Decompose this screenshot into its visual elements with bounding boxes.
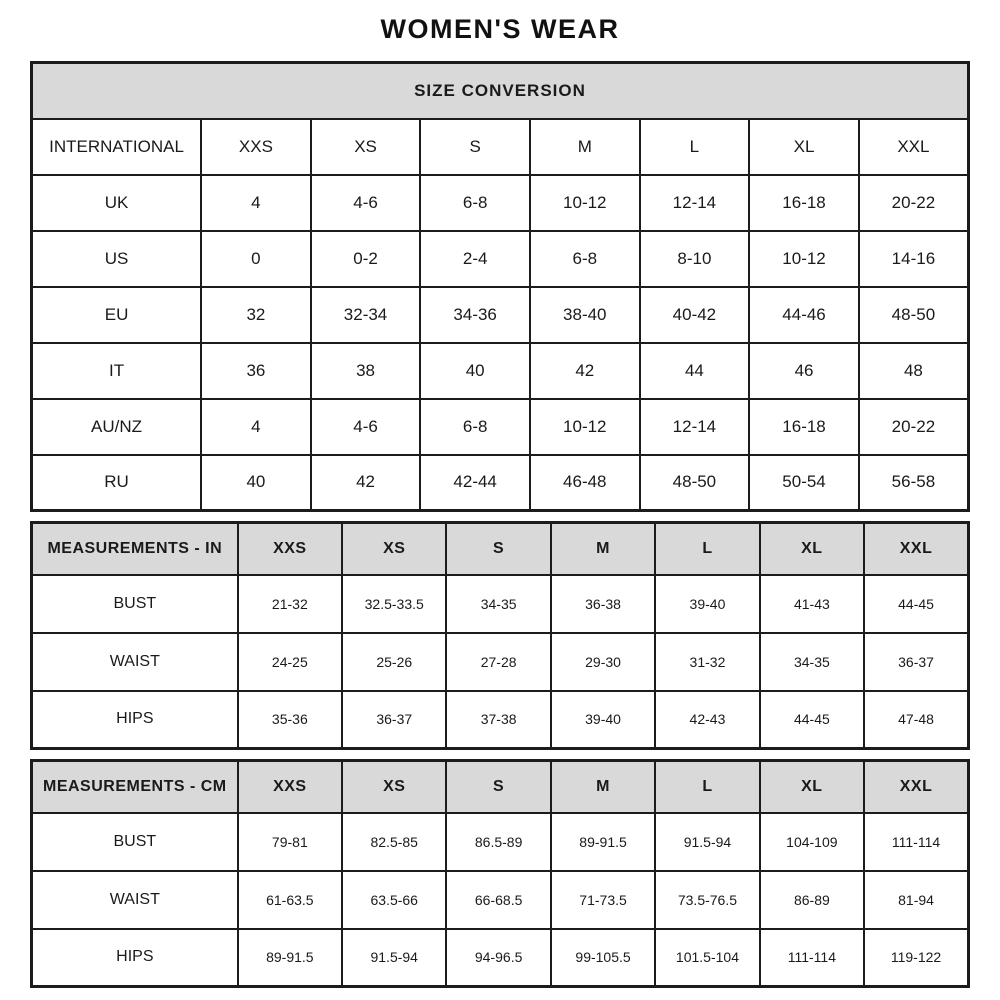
size-column-header-label: INTERNATIONAL (32, 119, 202, 175)
value-cell: 6-8 (530, 231, 640, 287)
measurements-in-column-header: XL (760, 523, 864, 575)
measurements-in-row (32, 691, 969, 749)
value-cell: 61-63.5 (238, 871, 342, 929)
value-cell: 4 (201, 175, 311, 231)
value-cell: 38 (311, 343, 421, 399)
size-conversion-row (32, 175, 969, 231)
value-cell: 31-32 (655, 633, 759, 691)
value-cell: 37-38 (446, 691, 550, 749)
row-label: AU/NZ (32, 399, 202, 455)
value-cell: 79-81 (238, 813, 342, 871)
measurements-in-row (32, 575, 969, 633)
value-cell: 36-37 (864, 633, 968, 691)
size-column-header: L (640, 119, 750, 175)
size-column-header: XS (311, 119, 421, 175)
value-cell: 99-105.5 (551, 929, 655, 987)
value-cell: 16-18 (749, 399, 859, 455)
measurements-cm-column-header: S (446, 761, 550, 813)
value-cell: 2-4 (420, 231, 530, 287)
value-cell: 40-42 (640, 287, 750, 343)
value-cell: 101.5-104 (655, 929, 759, 987)
value-cell: 104-109 (760, 813, 864, 871)
value-cell: 20-22 (859, 175, 969, 231)
measurements-in-row (32, 633, 969, 691)
value-cell: 39-40 (551, 691, 655, 749)
value-cell: 46-48 (530, 455, 640, 511)
measurements-in-column-header: S (446, 523, 550, 575)
value-cell: 16-18 (749, 175, 859, 231)
size-conversion-banner: SIZE CONVERSION (32, 63, 969, 119)
size-conversion-banner-row (32, 63, 969, 119)
value-cell: 32.5-33.5 (342, 575, 446, 633)
value-cell: 8-10 (640, 231, 750, 287)
value-cell: 27-28 (446, 633, 550, 691)
measurements-cm-column-header: M (551, 761, 655, 813)
value-cell: 32 (201, 287, 311, 343)
value-cell: 4 (201, 399, 311, 455)
measurements-cm-row (32, 813, 969, 871)
value-cell: 6-8 (420, 175, 530, 231)
value-cell: 73.5-76.5 (655, 871, 759, 929)
row-label: HIPS (32, 691, 238, 749)
row-label: US (32, 231, 202, 287)
row-label: WAIST (32, 633, 238, 691)
value-cell: 35-36 (238, 691, 342, 749)
row-label: IT (32, 343, 202, 399)
value-cell: 111-114 (864, 813, 968, 871)
size-conversion-row (32, 231, 969, 287)
value-cell: 42-44 (420, 455, 530, 511)
value-cell: 44-45 (864, 575, 968, 633)
row-label: RU (32, 455, 202, 511)
value-cell: 40 (420, 343, 530, 399)
measurements-cm-column-header: XXS (238, 761, 342, 813)
value-cell: 24-25 (238, 633, 342, 691)
value-cell: 63.5-66 (342, 871, 446, 929)
value-cell: 36-37 (342, 691, 446, 749)
value-cell: 89-91.5 (551, 813, 655, 871)
value-cell: 21-32 (238, 575, 342, 633)
size-column-header: XXS (201, 119, 311, 175)
value-cell: 47-48 (864, 691, 968, 749)
measurements-cm-row (32, 871, 969, 929)
size-conversion-row (32, 455, 969, 511)
value-cell: 81-94 (864, 871, 968, 929)
value-cell: 10-12 (530, 399, 640, 455)
value-cell: 12-14 (640, 399, 750, 455)
value-cell: 82.5-85 (342, 813, 446, 871)
value-cell: 0 (201, 231, 311, 287)
measurements-cm-header-row (32, 761, 969, 813)
measurements-cm-column-header: L (655, 761, 759, 813)
value-cell: 25-26 (342, 633, 446, 691)
value-cell: 56-58 (859, 455, 969, 511)
value-cell: 119-122 (864, 929, 968, 987)
value-cell: 50-54 (749, 455, 859, 511)
value-cell: 34-36 (420, 287, 530, 343)
measurements-in-column-header: L (655, 523, 759, 575)
value-cell: 71-73.5 (551, 871, 655, 929)
row-label: BUST (32, 813, 238, 871)
value-cell: 12-14 (640, 175, 750, 231)
size-conversion-table (30, 61, 970, 512)
value-cell: 48-50 (640, 455, 750, 511)
measurements-cm-table (30, 759, 970, 988)
size-conversion-row (32, 287, 969, 343)
measurements-in-header-row (32, 523, 969, 575)
size-conversion-row (32, 399, 969, 455)
value-cell: 42-43 (655, 691, 759, 749)
value-cell: 91.5-94 (342, 929, 446, 987)
size-conversion-row (32, 343, 969, 399)
value-cell: 34-35 (446, 575, 550, 633)
value-cell: 46 (749, 343, 859, 399)
value-cell: 4-6 (311, 399, 421, 455)
value-cell: 20-22 (859, 399, 969, 455)
measurements-cm-column-header: XL (760, 761, 864, 813)
row-label: EU (32, 287, 202, 343)
value-cell: 42 (311, 455, 421, 511)
value-cell: 6-8 (420, 399, 530, 455)
size-column-header: XL (749, 119, 859, 175)
value-cell: 39-40 (655, 575, 759, 633)
value-cell: 86-89 (760, 871, 864, 929)
value-cell: 44-45 (760, 691, 864, 749)
value-cell: 41-43 (760, 575, 864, 633)
size-conversion-header-row (32, 119, 969, 175)
value-cell: 38-40 (530, 287, 640, 343)
page-title: WOMEN'S WEAR (380, 14, 620, 44)
measurements-in-column-header: XXS (238, 523, 342, 575)
value-cell: 10-12 (749, 231, 859, 287)
value-cell: 89-91.5 (238, 929, 342, 987)
value-cell: 10-12 (530, 175, 640, 231)
measurements-cm-row (32, 929, 969, 987)
value-cell: 66-68.5 (446, 871, 550, 929)
value-cell: 29-30 (551, 633, 655, 691)
measurements-cm-column-header-label: MEASUREMENTS - CM (32, 761, 238, 813)
value-cell: 44-46 (749, 287, 859, 343)
value-cell: 94-96.5 (446, 929, 550, 987)
row-label: WAIST (32, 871, 238, 929)
value-cell: 111-114 (760, 929, 864, 987)
measurements-in-column-header: XXL (864, 523, 968, 575)
measurements-cm-column-header: XXL (864, 761, 968, 813)
value-cell: 48 (859, 343, 969, 399)
row-label: UK (32, 175, 202, 231)
size-column-header: S (420, 119, 530, 175)
value-cell: 14-16 (859, 231, 969, 287)
value-cell: 34-35 (760, 633, 864, 691)
value-cell: 44 (640, 343, 750, 399)
value-cell: 48-50 (859, 287, 969, 343)
value-cell: 36 (201, 343, 311, 399)
row-label: HIPS (32, 929, 238, 987)
measurements-cm-column-header: XS (342, 761, 446, 813)
value-cell: 4-6 (311, 175, 421, 231)
row-label: BUST (32, 575, 238, 633)
value-cell: 86.5-89 (446, 813, 550, 871)
measurements-in-column-header: M (551, 523, 655, 575)
value-cell: 40 (201, 455, 311, 511)
measurements-in-column-header-label: MEASUREMENTS - IN (32, 523, 238, 575)
value-cell: 91.5-94 (655, 813, 759, 871)
size-column-header: M (530, 119, 640, 175)
value-cell: 32-34 (311, 287, 421, 343)
value-cell: 0-2 (311, 231, 421, 287)
value-cell: 42 (530, 343, 640, 399)
size-column-header: XXL (859, 119, 969, 175)
value-cell: 36-38 (551, 575, 655, 633)
measurements-in-column-header: XS (342, 523, 446, 575)
measurements-in-table (30, 521, 970, 750)
